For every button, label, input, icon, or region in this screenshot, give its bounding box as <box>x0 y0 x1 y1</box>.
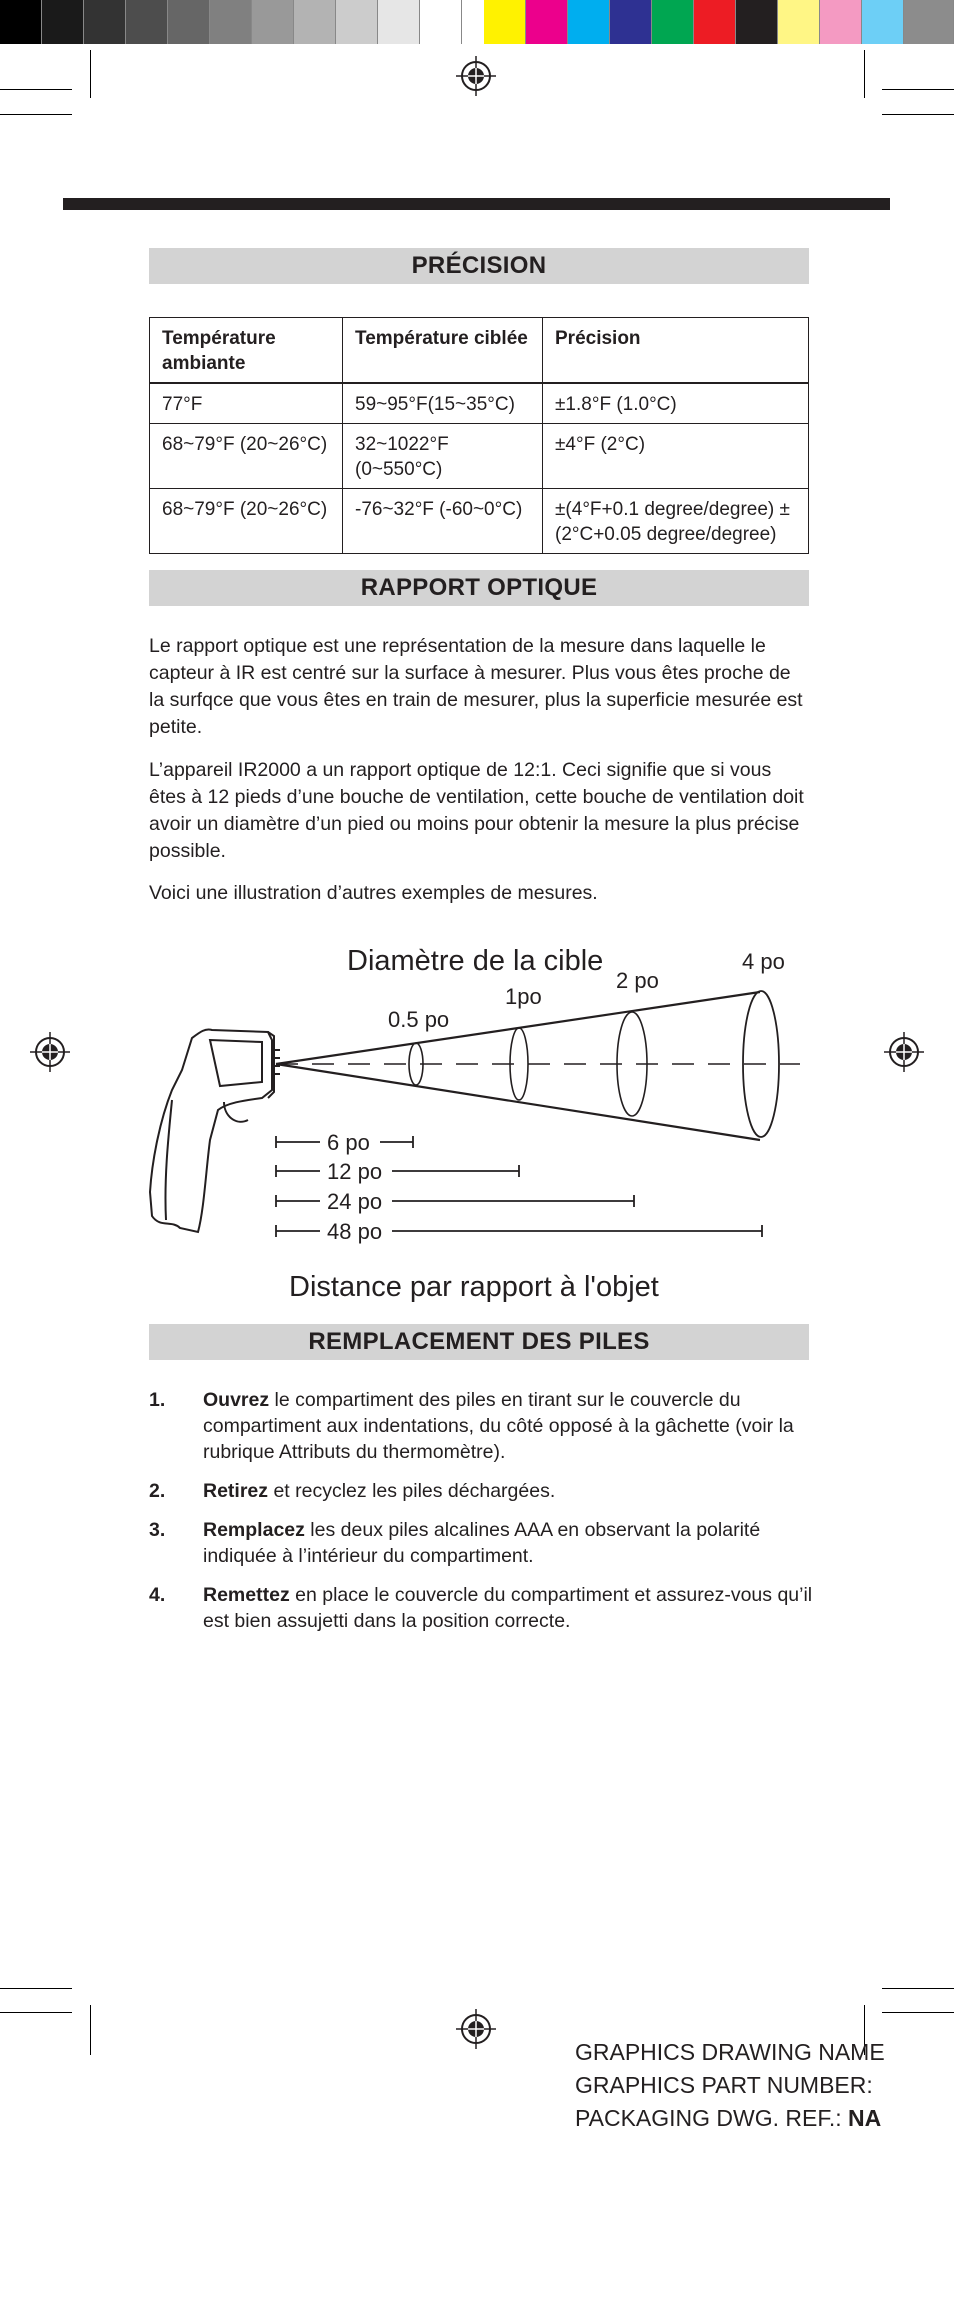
step-verb: Retirez <box>203 1480 269 1502</box>
precision-table <box>149 317 809 554</box>
diameter-label: 1po <box>505 984 542 1009</box>
column-header-ambient: Température ambiante <box>150 318 343 384</box>
step-verb: Remplacez <box>203 1519 305 1541</box>
list-item <box>149 1478 829 1504</box>
measurement-cone <box>276 991 800 1140</box>
list-item <box>149 1387 829 1465</box>
optical-ratio-diagram <box>0 920 954 1320</box>
table-row <box>150 383 809 424</box>
distance-label: 24 po <box>327 1189 383 1214</box>
table-cell: 68~79°F (20~26°C) <box>150 489 343 554</box>
diameter-label: 4 po <box>742 949 785 974</box>
step-number: 3. <box>149 1519 166 1541</box>
footer-ref-label: PACKAGING DWG. REF.: <box>575 2105 842 2131</box>
step-number: 2. <box>149 1480 166 1502</box>
footer-drawing-name: GRAPHICS DRAWING NAME <box>575 2039 885 2065</box>
step-text: et recyclez les piles déchargées. <box>268 1480 556 1502</box>
list-item <box>149 1582 829 1634</box>
battery-heading: REMPLACEMENT DES PILES <box>149 1324 809 1360</box>
table-cell: 59~95°F(15~35°C) <box>343 383 543 424</box>
optical-paragraph-3 <box>149 880 809 907</box>
distance-label: 6 po <box>327 1130 370 1155</box>
footer-ref-value: NA <box>848 2105 882 2131</box>
paragraph-text: Voici une illustration d’autres exemples de mesures. <box>149 882 598 904</box>
precision-heading: PRÉCISION <box>149 248 809 284</box>
registration-mark-icon <box>456 56 496 96</box>
step-text: les deux piles alcalines AAA en observant la polarité indiquée à l’intérieur du compartiment. <box>203 1519 761 1567</box>
table-cell: 32~1022°F (0~550°C) <box>343 424 543 489</box>
step-number: 1. <box>149 1389 166 1411</box>
table-cell: ±1.8°F (1.0°C) <box>543 383 809 424</box>
step-text: en place le couvercle du compartiment et assurez-vous qu’il est bien assujetti dans la position correcte. <box>203 1584 813 1632</box>
graphics-footer <box>575 2036 885 2135</box>
paragraph-text: L’appareil IR2000 a un rapport optique de 12:1. Ceci signifie que si vous êtes à 12 pieds d’une bouche de ventilation, cette bouche de ventilation doit avoir un diamètre d’un pied ou moins pour obtenir la mesure la plus précise possible. <box>149 759 804 862</box>
footer-packaging-ref <box>575 2102 885 2135</box>
battery-steps-list <box>149 1387 829 1647</box>
top-rule <box>63 198 890 210</box>
optical-heading: RAPPORT OPTIQUE <box>149 570 809 606</box>
table-cell: ±4°F (2°C) <box>543 424 809 489</box>
table-row <box>150 424 809 489</box>
column-header-precision: Précision <box>543 318 809 384</box>
diameter-label: 0.5 po <box>388 1007 450 1032</box>
diagram-title: Diamètre de la cible <box>347 945 604 977</box>
distance-label: 12 po <box>327 1159 383 1184</box>
table-row <box>150 489 809 554</box>
footer-part-number: GRAPHICS PART NUMBER: <box>575 2072 873 2098</box>
table-cell: ±(4°F+0.1 degree/degree) ±(2°C+0.05 degree/degree) <box>543 489 809 554</box>
column-header-target: Température ciblée <box>343 318 543 384</box>
step-verb: Ouvrez <box>203 1389 270 1411</box>
table-cell: 68~79°F (20~26°C) <box>150 424 343 489</box>
table-cell: -76~32°F (-60~0°C) <box>343 489 543 554</box>
diagram-caption: Distance par rapport à l'objet <box>289 1271 659 1303</box>
list-item <box>149 1517 829 1569</box>
registration-mark-icon <box>456 2009 496 2049</box>
step-text: le compartiment des piles en tirant sur le couvercle du compartiment aux indentations, du côté opposé à la gâchette (voir la rubrique Attributs du thermomètre). <box>203 1389 794 1463</box>
step-verb: Remettez <box>203 1584 290 1606</box>
diameter-label: 2 po <box>616 968 659 993</box>
table-header-row <box>150 318 809 384</box>
table-cell: 77°F <box>150 383 343 424</box>
step-number: 4. <box>149 1584 166 1606</box>
thermometer-gun-icon <box>150 1029 280 1232</box>
optical-paragraph-2 <box>149 757 809 865</box>
optical-paragraph-1 <box>149 633 809 741</box>
paragraph-text: Le rapport optique est une représentation de la mesure dans laquelle le capteur à IR est centré sur la surface à mesurer. Plus vous êtes proche de la surfqce que vous êtes en train de mesurer, plus la superficie mesurée est petite. <box>149 635 803 738</box>
distance-label: 48 po <box>327 1219 383 1244</box>
